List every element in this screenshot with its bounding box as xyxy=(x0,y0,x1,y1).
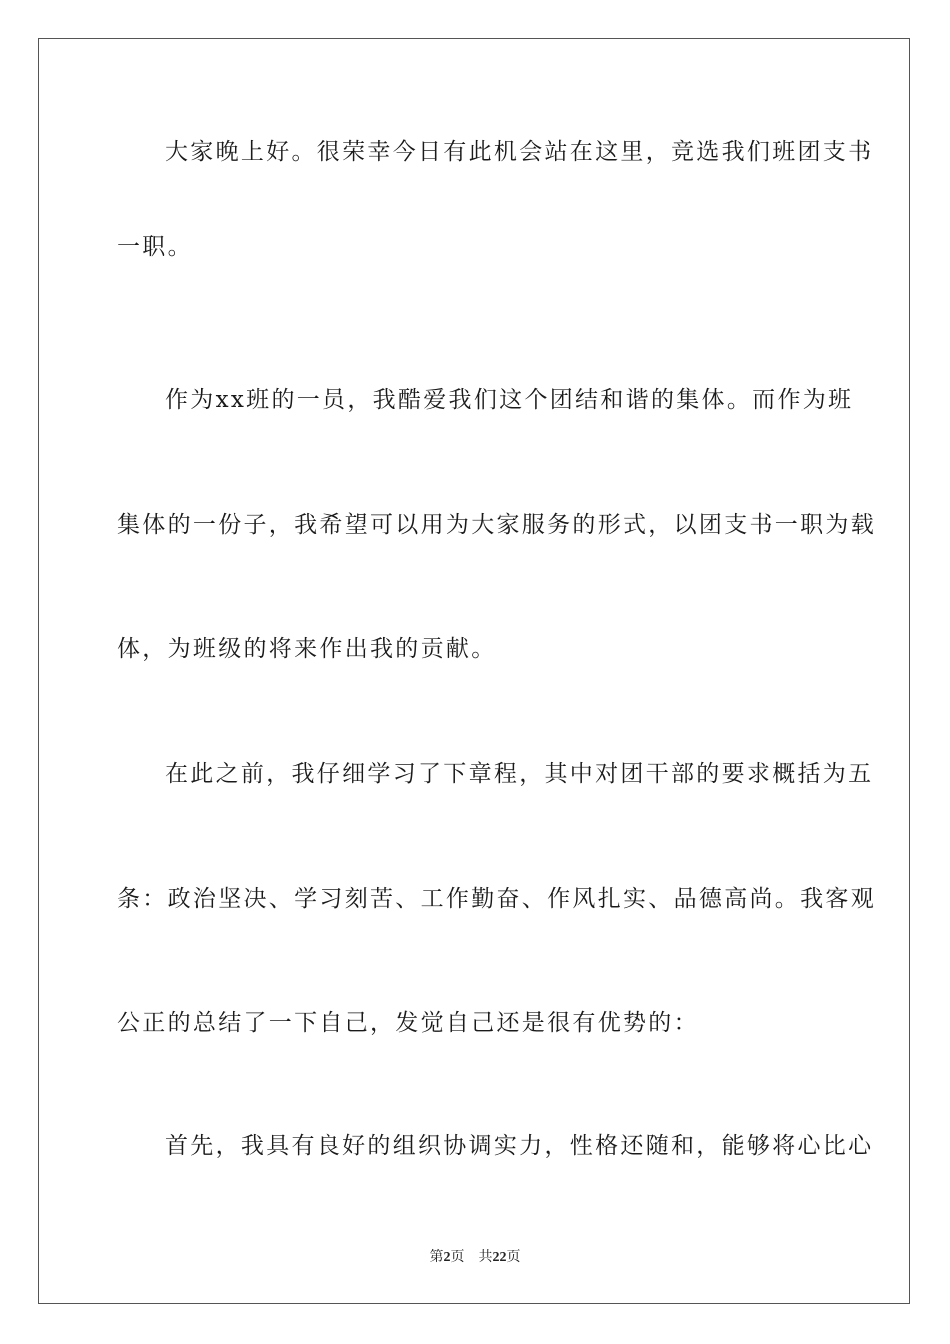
paragraph-1-line-2: 一职。 xyxy=(117,234,193,260)
paragraph-3-line-3: 公正的总结了一下自己，发觉自己还是很有优势的： xyxy=(117,1010,699,1036)
paragraph-3-line-2: 条：政治坚决、学习刻苦、工作勤奋、作风扎实、品德高尚。我客观 xyxy=(117,886,876,912)
page-footer xyxy=(0,1246,950,1266)
paragraph-2-line-1: 作为xx班的一员，我酷爱我们这个团结和谐的集体。而作为班 xyxy=(165,387,854,413)
page-number: 2 xyxy=(443,1250,451,1265)
total-pages: 22 xyxy=(492,1250,507,1265)
page-suffix: 页 xyxy=(450,1250,465,1265)
paragraph-2-line-3: 体，为班级的将来作出我的贡献。 xyxy=(117,636,497,662)
total-prefix: 共 xyxy=(478,1250,493,1265)
paragraph-4-line-1: 首先，我具有良好的组织协调实力，性格还随和，能够将心比心 xyxy=(165,1133,874,1159)
page-border xyxy=(38,38,910,1304)
total-suffix: 页 xyxy=(506,1250,521,1265)
paragraph-3-line-1: 在此之前，我仔细学习了下章程，其中对团干部的要求概括为五 xyxy=(165,761,874,787)
paragraph-2-line-2: 集体的一份子，我希望可以用为大家服务的形式，以团支书一职为载 xyxy=(117,512,876,538)
paragraph-1-line-1: 大家晚上好。很荣幸今日有此机会站在这里，竞选我们班团支书 xyxy=(165,139,874,165)
page-prefix: 第 xyxy=(429,1250,444,1265)
